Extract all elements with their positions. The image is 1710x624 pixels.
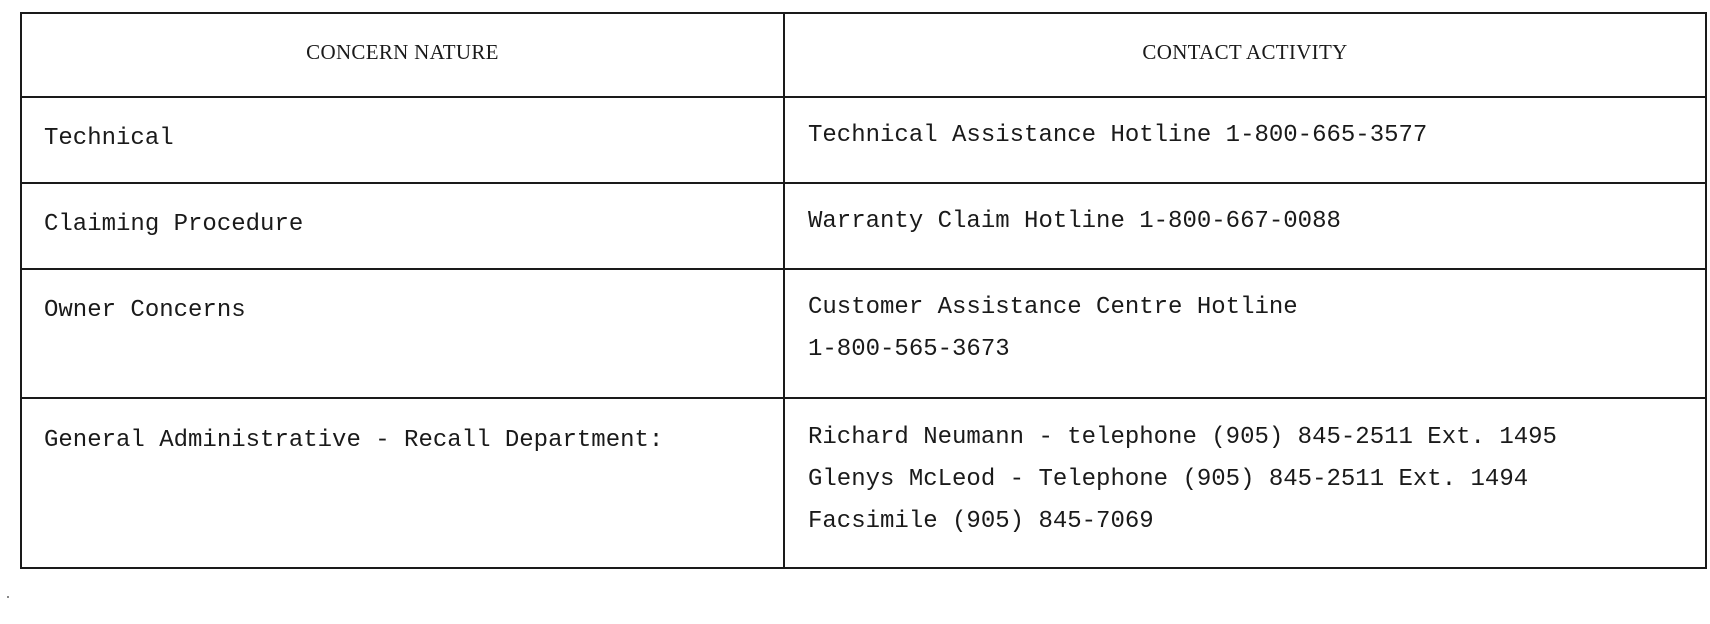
concern-cell (21, 269, 784, 398)
table-row (21, 97, 1706, 183)
concern-text: General Administrative - Recall Department: (44, 427, 664, 454)
contact-line: Facsimile (905) 845-7069 (808, 508, 1154, 535)
concern-cell (21, 183, 784, 269)
contact-table (20, 12, 1707, 569)
contact-line: Warranty Claim Hotline 1-800-667-0088 (808, 208, 1341, 235)
concern-text: Owner Concerns (44, 297, 246, 324)
contact-line: Richard Neumann - telephone (905) 845-2511 Ext. 1495 (808, 424, 1557, 451)
contact-line: Glenys McLeod - Telephone (905) 845-2511 Ext. 1494 (808, 466, 1529, 493)
concern-text: Claiming Procedure (44, 211, 304, 238)
concern-text: Technical (44, 125, 174, 152)
header-contact-activity: CONTACT ACTIVITY (784, 13, 1706, 97)
contact-line: 1-800-565-3673 (808, 336, 1010, 363)
contact-cell (784, 97, 1706, 183)
table-row (21, 269, 1706, 398)
table-row (21, 183, 1706, 269)
contact-cell (784, 183, 1706, 269)
contact-cell (784, 398, 1706, 568)
contact-lines (785, 270, 1705, 371)
contact-line: Technical Assistance Hotline 1-800-665-3577 (808, 122, 1428, 149)
concern-cell (21, 97, 784, 183)
scan-speck (7, 596, 9, 598)
contact-lines (785, 399, 1705, 543)
concern-cell (21, 398, 784, 568)
table-row (21, 398, 1706, 568)
contact-line: Customer Assistance Centre Hotline (808, 294, 1298, 321)
table-header-row (21, 13, 1706, 97)
contact-cell (784, 269, 1706, 398)
header-concern-nature: CONCERN NATURE (21, 13, 784, 97)
